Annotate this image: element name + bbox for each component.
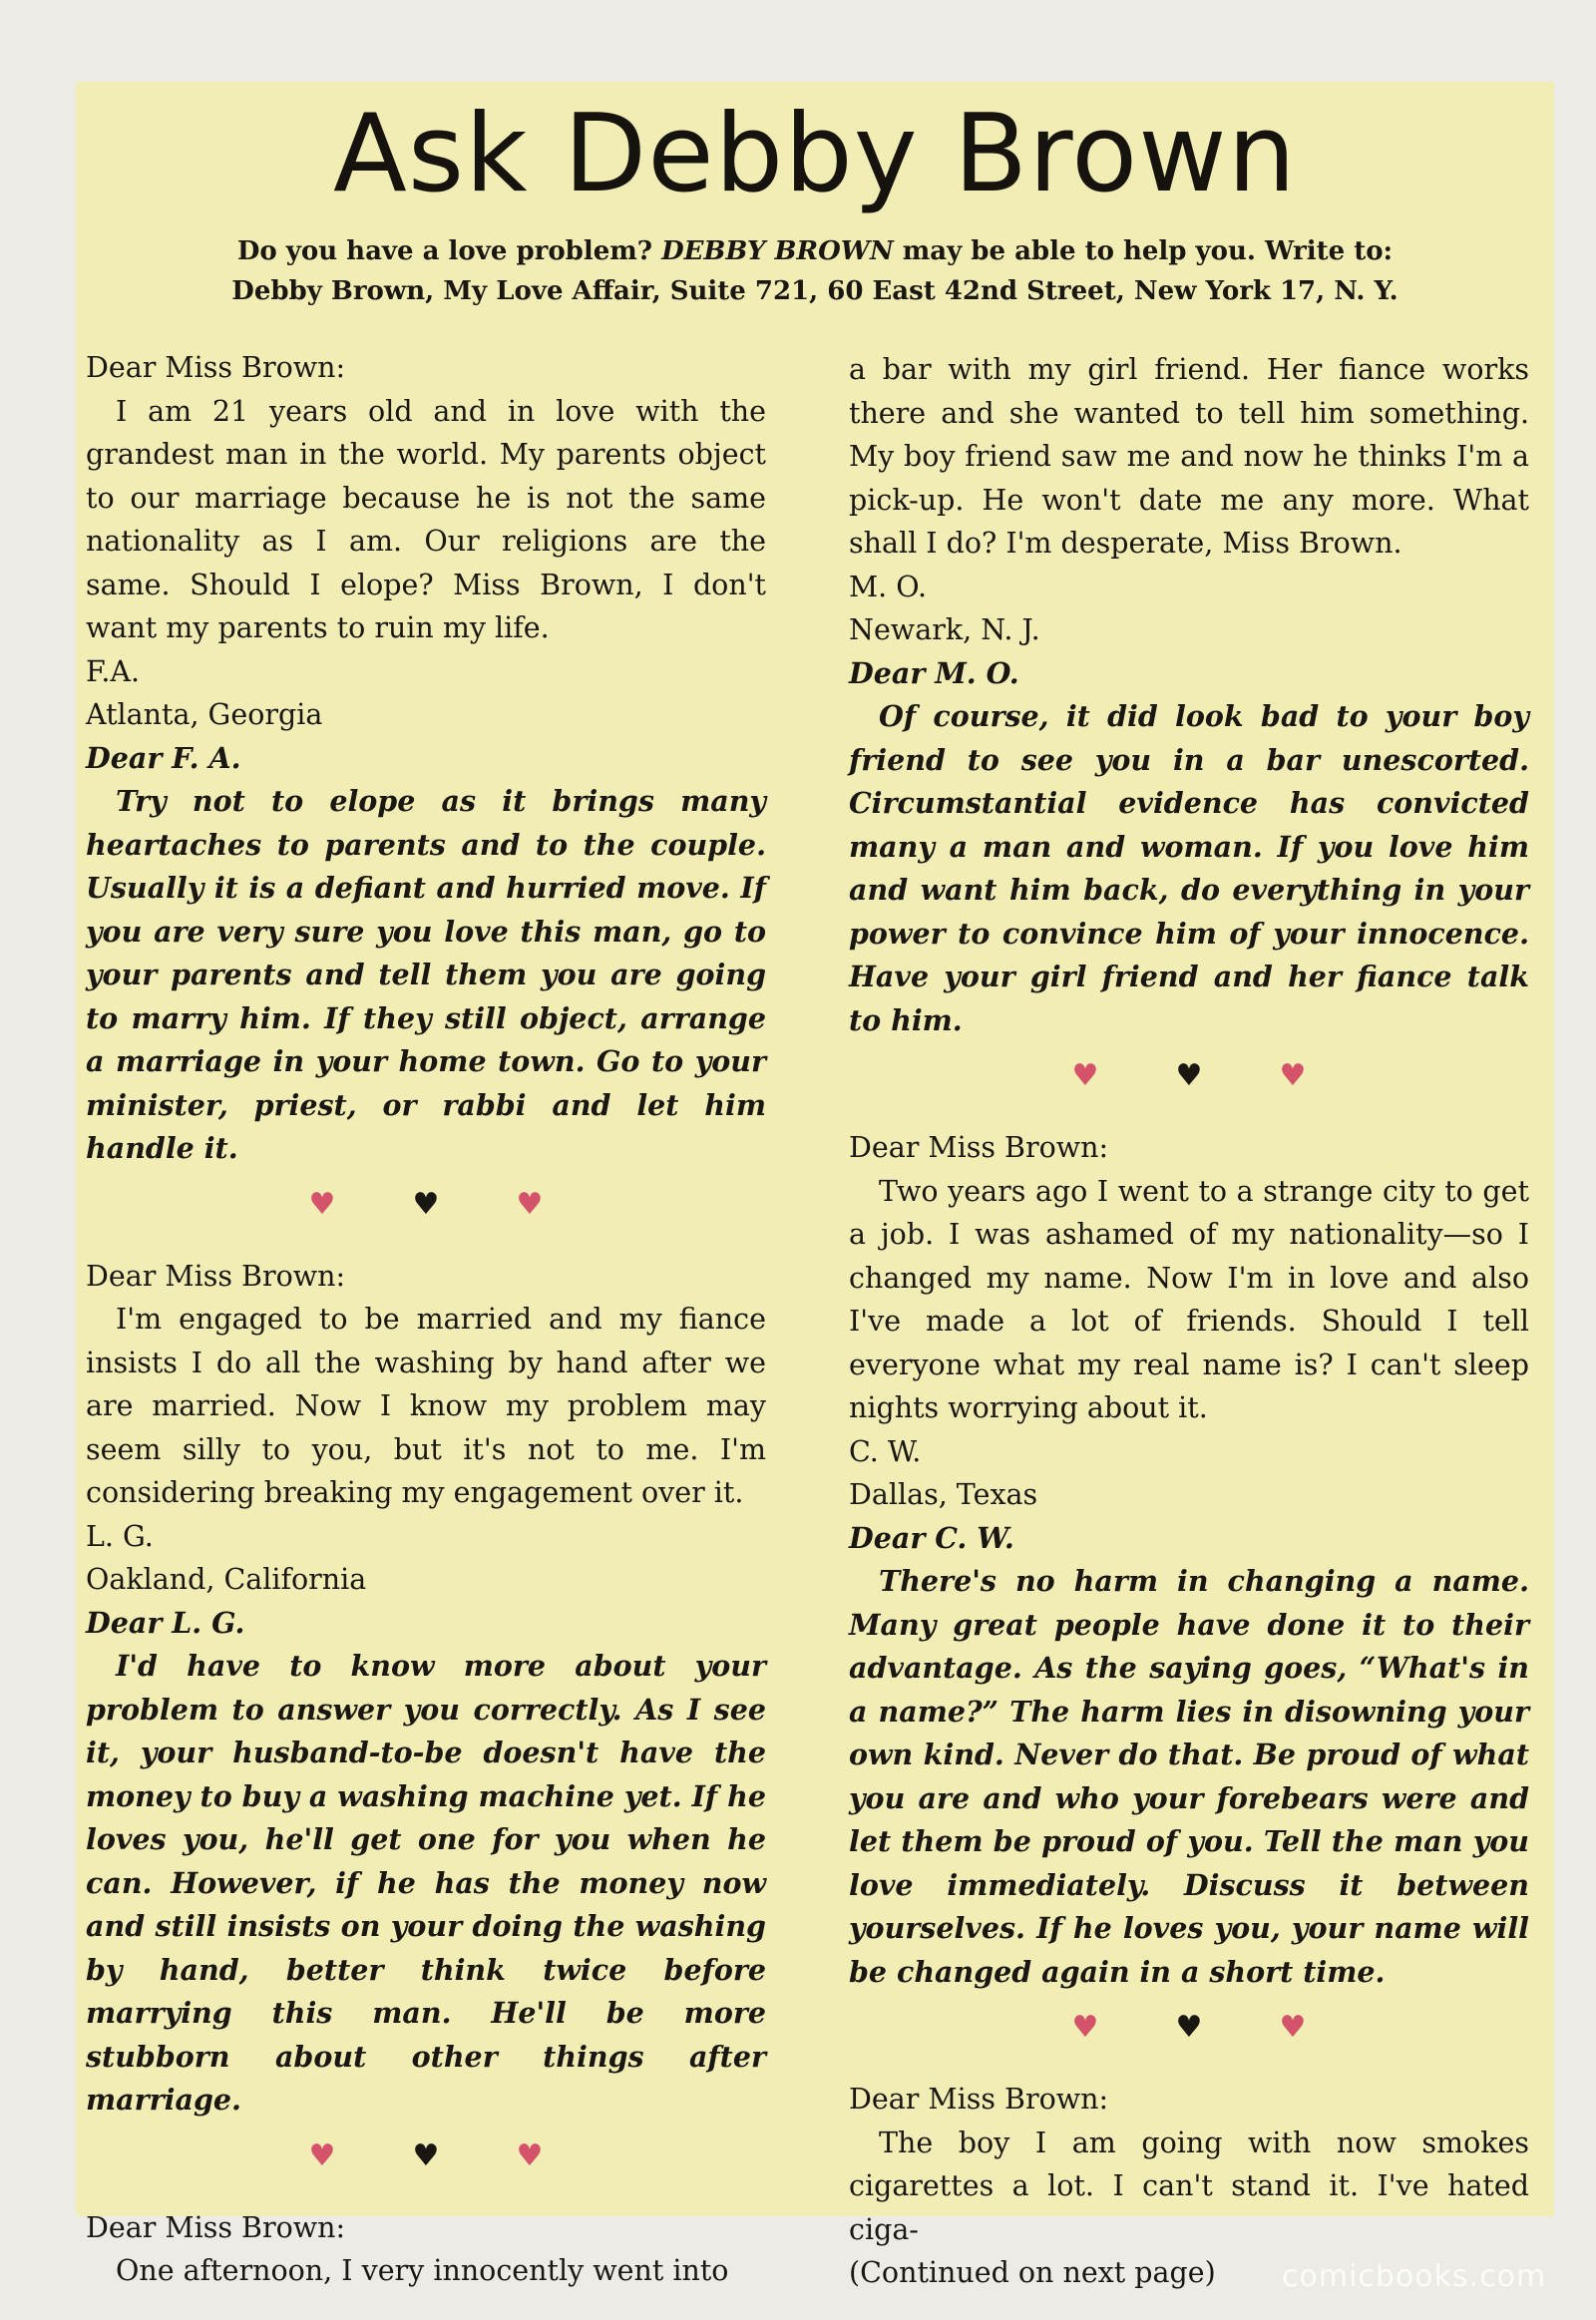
- heart-icon: ♥: [516, 2137, 544, 2173]
- heart-divider: [849, 2008, 1529, 2048]
- letter-signature-name: M. O.: [849, 570, 928, 603]
- letter-body: I'm engaged to be married and my fiance insists I do all the washing by hand after we are married. Now I know my problem may seem silly to you, but it's not to me. I'm considering breaking my engagement over it.: [86, 1303, 766, 1509]
- intro-text: [76, 231, 1554, 311]
- reply-body: I'd have to know more about your problem to answer you correctly. As I see it, your husband-to-be doesn't have the money to buy a washing machine yet. If he loves you, he'll get one for you when he can. However, if he has the money now and still insists on your doing the washing by hand, better think twice before marrying this man. He'll be more stubborn about other things after marriage.: [86, 1649, 766, 2117]
- heart-icon: ♥: [1071, 2010, 1099, 2045]
- letter-signature-place: Atlanta, Georgia: [86, 698, 323, 731]
- letter-body: Two years ago I went to a strange city to get a job. I was ashamed of my nationality—so I changed my name. Now I'm in love and also I've made a lot of friends. Should I tell everyone what my real name is? I can't sleep nights worrying about it.: [849, 1174, 1529, 1424]
- letter-body: The boy I am going with now smokes cigarettes a lot. I can't stand it. I've hated ciga-: [849, 2126, 1529, 2246]
- letter-signature-name: F.A.: [86, 654, 141, 688]
- letter-body: I am 21 years old and in love with the grandest man in the world. My parents object to our marriage because he is not the same nationality as I am. Our religions are the same. Should I elope? Miss Brown, I don't want my parents to ruin my life.: [86, 394, 766, 644]
- letter-body-continued: a bar with my girl friend. Her fiance works there and she wanted to tell him something. My boy friend saw me and now he thinks I'm a pick-up. He won't date me any more. What shall I do? I'm desperate, Miss Brown.: [849, 353, 1529, 560]
- letter-signature-place: Oakland, California: [86, 1563, 367, 1596]
- reply-body: Try not to elope as it brings many heartaches to parents and to the couple. Usually it is a defiant and hurried move. If you are very sure you love this man, go to your parents and tell them you are going to marry him. If they still object, arrange a marriage in your home town. Go to your minister, priest, or rabbi and let him handle it.: [86, 784, 766, 1165]
- reply-body: Of course, it did look bad to your boy friend to see you in a bar unescorted. Circumstantial evidence has convicted many a man and woman. If you love him and want him back, do everything in your power to convince him of your innocence. Have your girl friend and her fiance talk to him.: [849, 699, 1529, 1037]
- heart-icon: ♥: [1175, 1058, 1203, 1093]
- letter-salutation: Dear Miss Brown:: [86, 1259, 346, 1293]
- watermark: comicbooks.com: [1282, 2259, 1547, 2294]
- letter-salutation: Dear Miss Brown:: [849, 2083, 1109, 2116]
- letter-signature-place: Newark, N. J.: [849, 613, 1040, 646]
- heart-icon: ♥: [1279, 1058, 1307, 1093]
- intro-line-2: Debby Brown, My Love Affair, Suite 721, 60 East 42nd Street, New York 17, N. Y.: [231, 276, 1398, 306]
- heart-divider: [849, 1056, 1529, 1096]
- reply-salutation: Dear L. G.: [86, 1605, 245, 1640]
- heart-icon: ♥: [412, 1186, 440, 1222]
- left-column: [86, 346, 766, 2293]
- reply-salutation: Dear C. W.: [849, 1520, 1014, 1555]
- letter-salutation: Dear Miss Brown:: [86, 351, 346, 384]
- intro-line-1: Do you have a love problem? DEBBY BROWN may be able to help you. Write to:: [236, 236, 1394, 266]
- heart-icon: ♥: [1279, 2010, 1307, 2045]
- letter-salutation: Dear Miss Brown:: [849, 1131, 1109, 1164]
- continued-note: (Continued on next page): [849, 2256, 1216, 2289]
- letter-signature-place: Dallas, Texas: [849, 1478, 1038, 1511]
- reply-body: There's no harm in changing a name. Many great people have done it to their advantage. As the saying goes, “What's in a name?” The harm lies in disowning your own kind. Never do that. Be proud of what you are and who your forebears were and let them be proud of you. Tell the man you love immediately. Discuss it between yourselves. If he loves you, your name will be changed again in a short time.: [849, 1564, 1529, 1989]
- letter-signature-name: L. G.: [86, 1519, 154, 1553]
- letter-body: One afternoon, I very innocently went into: [116, 2254, 729, 2287]
- heart-divider: [86, 1185, 766, 1225]
- brand-name: DEBBY BROWN: [661, 236, 894, 266]
- reply-salutation: Dear M. O.: [849, 655, 1019, 690]
- heart-icon: ♥: [1071, 1058, 1099, 1093]
- heart-icon: ♥: [1175, 2010, 1203, 2045]
- letter-salutation: Dear Miss Brown:: [86, 2210, 346, 2244]
- heart-icon: ♥: [308, 2137, 336, 2173]
- right-column: [849, 348, 1529, 2295]
- letter-signature-name: C. W.: [849, 1434, 922, 1468]
- heart-divider: [86, 2136, 766, 2176]
- heart-icon: ♥: [412, 2137, 440, 2173]
- heart-icon: ♥: [516, 1186, 544, 1222]
- heart-icon: ♥: [308, 1186, 336, 1222]
- reply-salutation: Dear F. A.: [86, 740, 241, 775]
- page-title: Ask Debby Brown: [333, 92, 1297, 216]
